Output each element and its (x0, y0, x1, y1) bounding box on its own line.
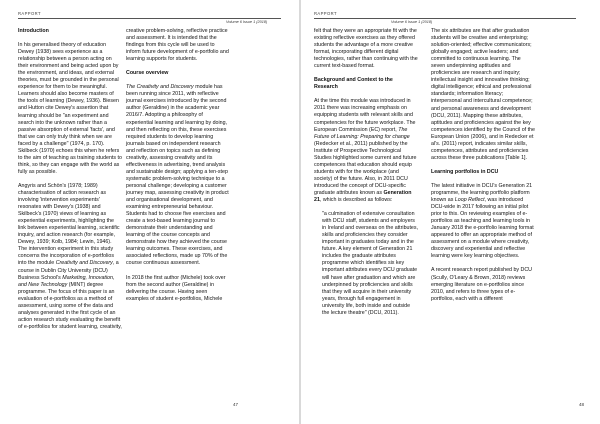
paragraph: In his generalised theory of education Dewey (1938) sees experience as a relationship between a person acting on their environment and being acted upon by the environment, and ideas, and external theories, must be grounded in the personal experience for them to be meaningful. Learners should also become masters of the tools of learning (Dewey, 1936). Biesen and Hutton cite Dewey's assertion that learning should be "an experiment and search into the unknown rather than a passive absorption of external 'facts', and that we can only truly think when we are faced by a challenge" (1974, p. 170). Skilbeck (1970) echoes this when he refers to the aim of teaching as training students to think, so they can engage with the world as fully as possible. (18, 42, 122, 175)
volume-label: Volume 6 Issue 1 (2018) (226, 20, 268, 24)
running-head: RAPPORT (314, 11, 337, 16)
paragraph: creative problem-solving, reflective practice and assessment. It is intended that the findings from this cycle will be used to inform future development of e-portfolio and learning supports for students. (126, 28, 229, 63)
section-heading-background: Background and Context to the Research (314, 77, 393, 91)
section-heading-introduction: Introduction (18, 28, 49, 34)
block-quote: "a culmination of extensive consultation with DCU staff, students and employers in Ireland and overseas on the attributes, skills and proficiencies they consider important in graduates today and in the future. A key element of Generation 21 includes the graduate attributes programme which identifies six key important attributes every DCU graduate will have after graduation and which are underpinned by proficiencies and skills that they will acquire in their university years, through full engagement in university life, both inside and outside the lecture theatre" (DCU, 2011). (322, 211, 418, 316)
header-rule (18, 18, 281, 19)
page-number: 47 (233, 402, 239, 407)
section-heading-course-overview: Course overview (126, 70, 169, 77)
left-column-1 (18, 28, 122, 338)
paragraph: The latest initiative in DCU's Generation 21 programme, the learning portfolio platform known as Loop Reflect, was introduced DCU-wide in 2017 following an initial pilot prior to this. On reviewing examples of e-portfolios as teaching and learning tools in January 2018 the e-portfolio learning format appeared to offer an appropriate method of assessment on a module where creativity, discovery and experiential and reflective learning were key learning objectives. (431, 182, 534, 260)
paragraph: The six attributes are that after graduation students will be creative and enterprising; solution-oriented; effective communicators; globally engaged; active leaders; and committed to continuous learning. The seven underpinning aptitudes and proficiencies are research and inquiry; intellectual insight and innovative thinking; digital intelligence; ethical and professional standards; information literacy; interpersonal and intercultural competence; and personal awareness and development (DCU, 2011). Mapping these attributes, aptitudes and proficiencies against the key competences identified by the Council of the European Union (2006), and in Redecker et al's. (2011) report, indicates similar skills, competences, attributes and proficiencies across these three publications [Table 1]. (431, 28, 535, 161)
left-page (0, 0, 299, 424)
running-head: RAPPORT (18, 11, 41, 16)
section-heading-learning-portfolios: Learning portfolios in DCU (431, 168, 499, 175)
volume-label: Volume 6 Issue 1 (2018) (391, 20, 433, 24)
paragraph: felt that they were an appropriate fit with the existing reflective exercises as they offered students the advantage of a more creative format, incorporating different digital technologies, rather than continuing with the current text-based format. (314, 28, 418, 70)
paragraph: The Creativity and Discovery module has been running since 2011, with reflective journal exercises introduced by the second author (Geraldine) in the academic year 2016/7. Adopting a philosophy of experiential learning and learning by doing, and then reflecting on this, these exercises required students to develop learning journals based on independent research and reflection on topics such as defining creativity, assessing creativity and its effectiveness in advertising, trend analysis and sustainable design; applying a ten-step systematic problem-solving technique to a personal challenge; developing a customer journey map, assessing creativity in product and organisational development, and examining entrepreneurial behaviour. Students had to choose five exercises and create a text-based learning journal to demonstrate their understanding and learning of the course concepts and demonstrate how they achieved the course learning outcomes. These exercises, and associated reflections, made up 70% of the course continuous assessment. (126, 84, 229, 267)
paragraph: Angyris and Schön's (1978; 1989) characterisation of action research as involving 'intervention experiments' resonates with Dewey's (1938) and Skilbeck's (1970) views of learning as experiential experiments, highlighting the link between experiential learning, scientific inquiry, and action research (for example, Dewey, 1939; Kolb, 1984; Lewin, 1946). The intervention experiment in this study concerns the incorporation of e-portfolios into the module Creativity and Discovery, a course in Dublin City University (DCU) Business School's Marketing, Innovation, and New Technology (MINT) degree programme. The focus of this paper is an evaluation of e-portfolios as a method of assessment, using some of the data and analyses generated in the first cycle of an action research study evaluating the benefit of e-portfolios for student learning, creativity, (18, 182, 122, 330)
left-column-2 (126, 28, 230, 310)
right-column-1 (314, 28, 418, 324)
paragraph: At the time this module was introduced in 2011 there was increasing emphasis on equipping students with relevant skills and competencies for the future workplace. The European Commission (EC) report, The Future of Learning: Preparing for change (Redecker et al., 2011) published by the Institute of Prospective Technological Studies highlighted some current and future competences that education should equip students with for the workplace (and society) of the future. Also, in 2011 DCU introduced the concept of DCU-specific graduate attributes known as Generation 21, which is described as follows: (314, 98, 417, 204)
header-rule (314, 18, 576, 19)
right-page (301, 0, 600, 424)
paragraph: In 2018 the first author (Michele) took over from the second author (Geraldine) in delivering the course. Having seen examples of student e-portfolios, Michele (126, 274, 226, 302)
right-column-2 (431, 28, 535, 310)
page-number: 48 (579, 402, 585, 407)
paragraph: A recent research report published by DCU (Scully, O'Leary & Brown, 2018) reviews emerging literature on e-portfolios since 2010, and refers to three types of e-portfolios, each with a different (431, 267, 532, 302)
